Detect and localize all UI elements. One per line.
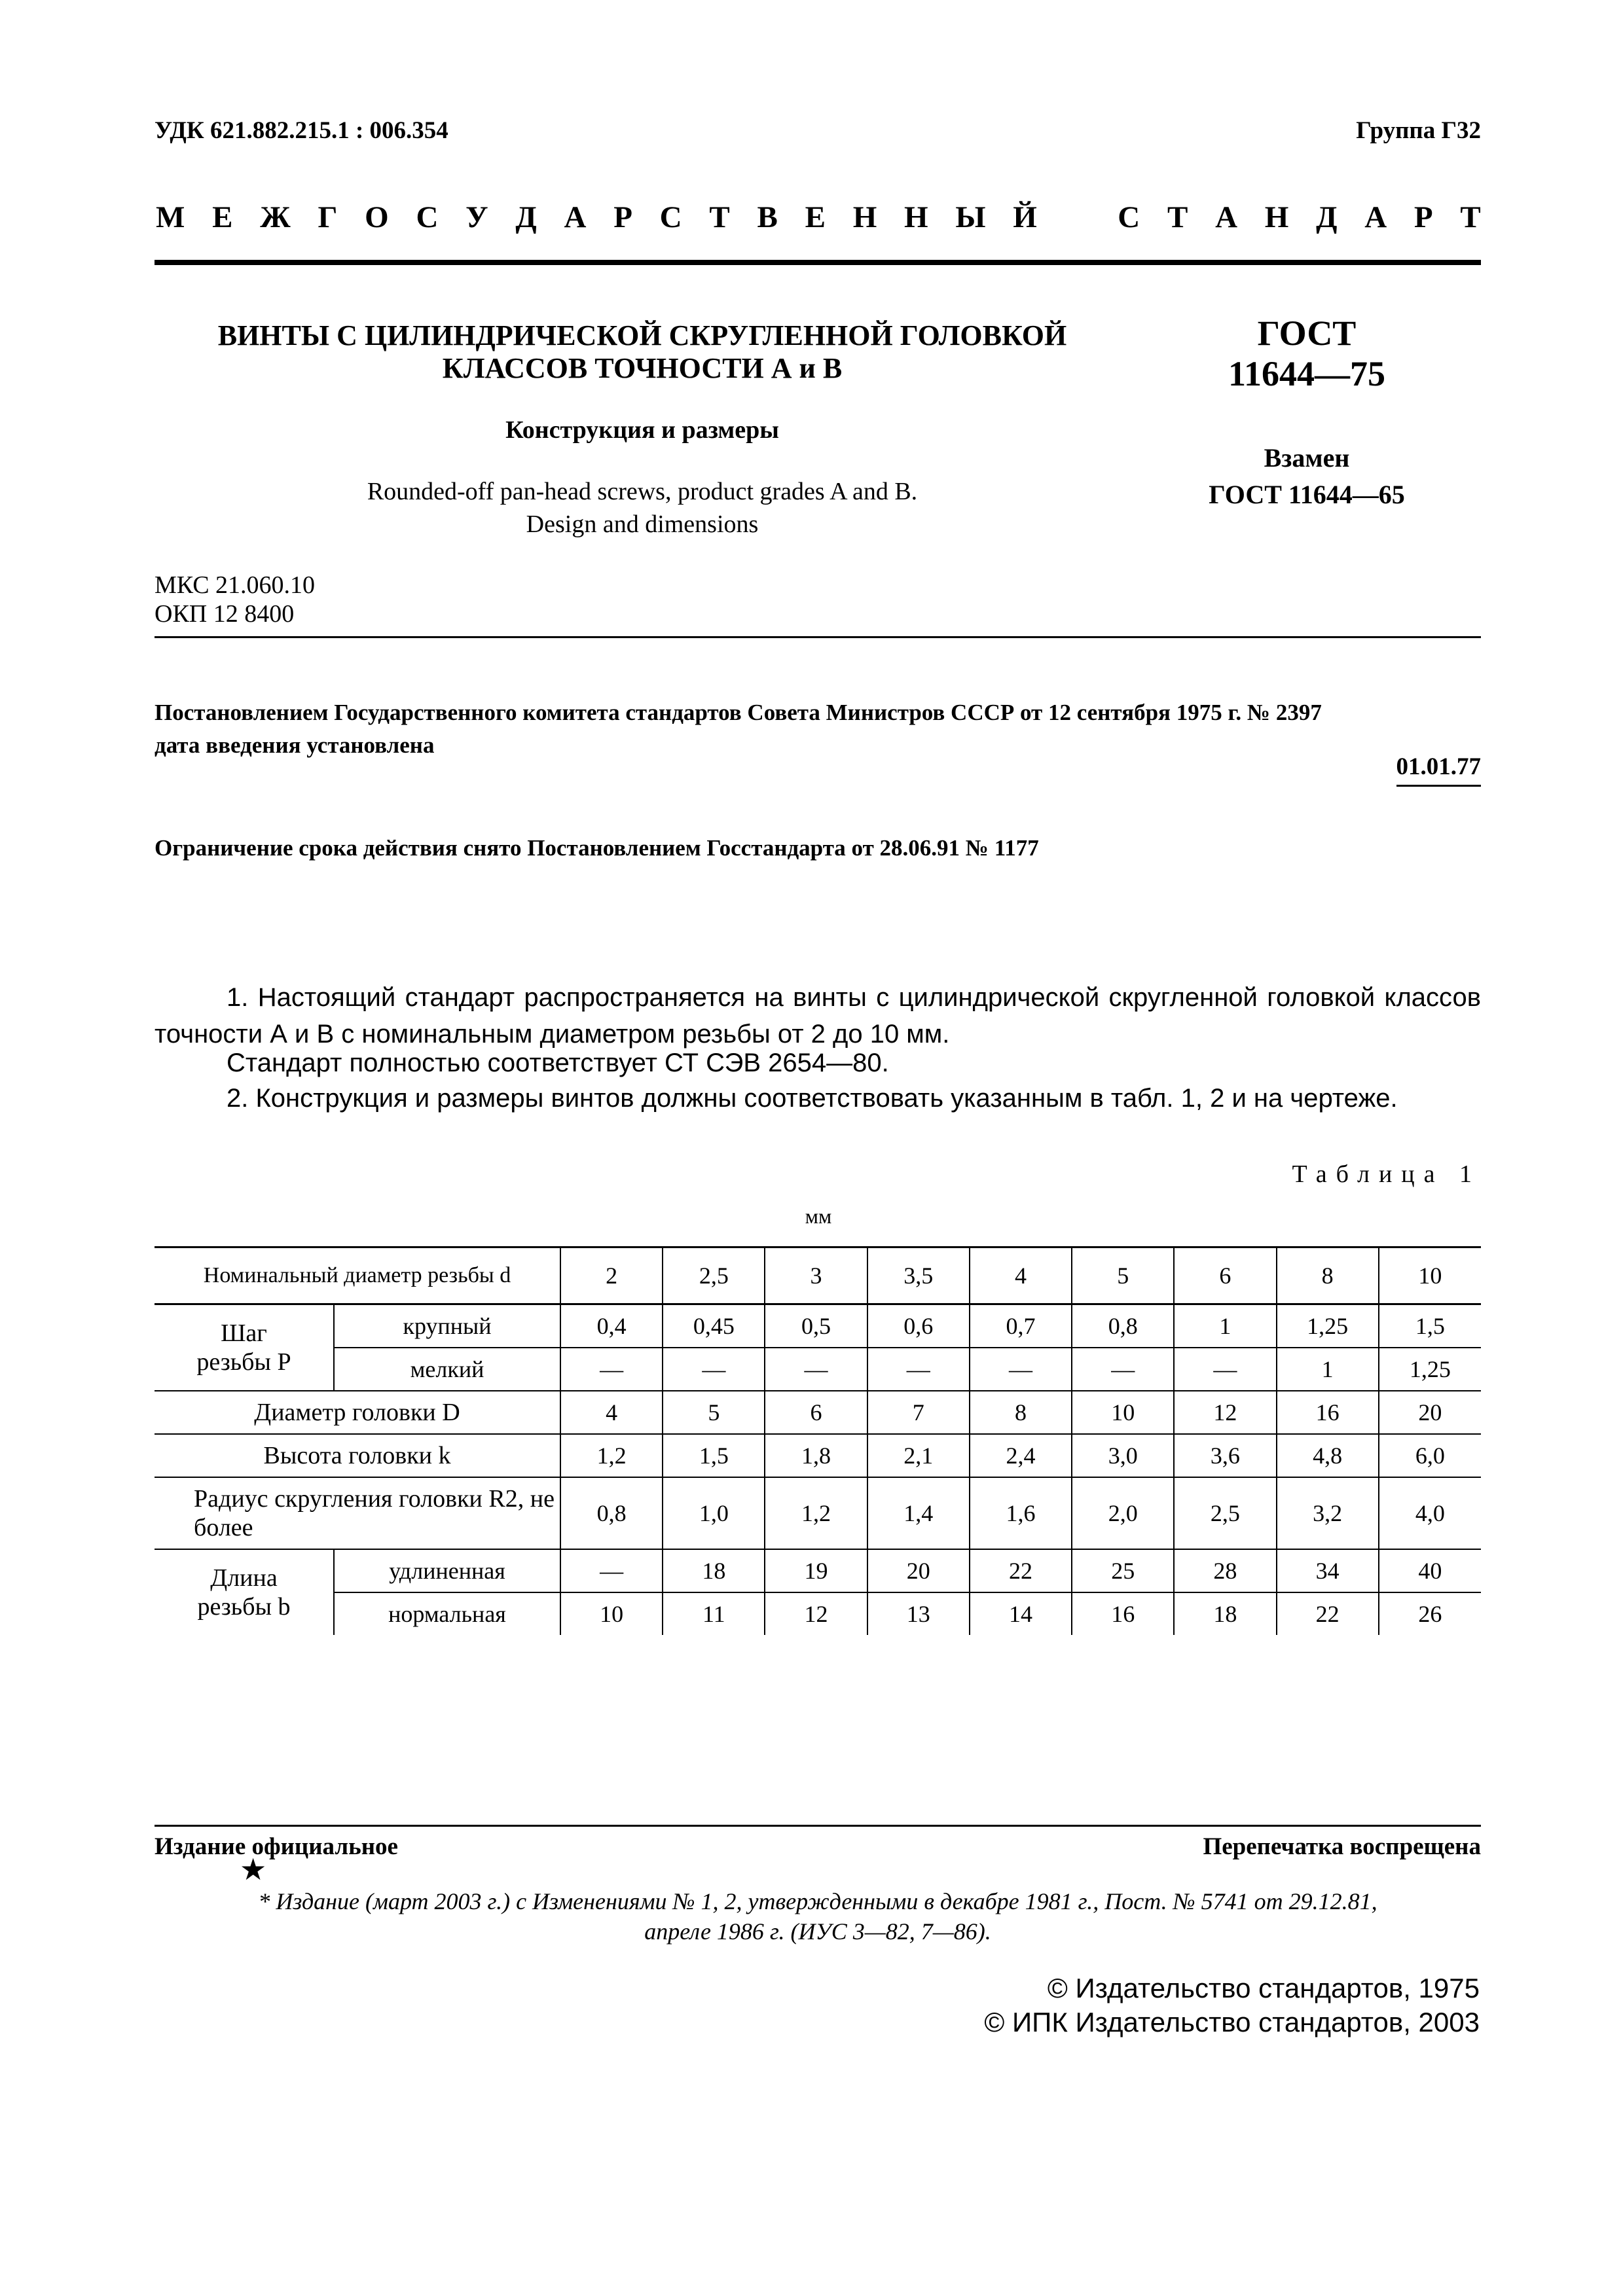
table-cell: 3,6 — [1174, 1434, 1276, 1477]
table-cell: — — [970, 1348, 1072, 1391]
table-cell: 8 — [1277, 1247, 1379, 1304]
heading-letter: О — [365, 200, 389, 234]
table-cell: 14 — [970, 1592, 1072, 1635]
radius-label: Радиус скругления головки R2, не более — [155, 1477, 560, 1549]
table-cell: 22 — [970, 1549, 1072, 1592]
paragraph-2: 2. Конструкция и размеры винтов должны соответствовать указанным в табл. 1, 2 и на чертеже. — [227, 1084, 1398, 1113]
header-rule — [155, 260, 1481, 265]
document-subtitle: Конструкция и размеры — [505, 416, 779, 444]
copyright-1975: © Издательство стандартов, 1975 — [1047, 1973, 1480, 2003]
table-cell: 5 — [663, 1391, 765, 1434]
copyright-2003: © ИПК Издательство стандартов, 2003 — [984, 2007, 1480, 2037]
heading-letter: Н — [904, 200, 928, 234]
mks-code: МКС 21.060.10 — [155, 571, 316, 599]
table-unit: мм — [805, 1204, 832, 1228]
official-edition: Издание официальное — [155, 1833, 398, 1860]
edition-note — [155, 1886, 1481, 1946]
copyright-block — [786, 1971, 1480, 2039]
table-cell: 18 — [663, 1549, 765, 1592]
table-row-thread-normal — [155, 1592, 1481, 1635]
head-diameter-label: Диаметр головки D — [155, 1391, 560, 1434]
table-cell: 1,0 — [663, 1477, 765, 1549]
document-title — [155, 319, 1130, 385]
table-cell: 25 — [1072, 1549, 1174, 1592]
heading-letter: А — [1364, 200, 1387, 234]
classification-codes — [155, 571, 315, 628]
table-cell: 2,4 — [970, 1434, 1072, 1477]
heading-letter: Т — [709, 200, 730, 234]
table-cell: 22 — [1277, 1592, 1379, 1635]
replaces-block — [1152, 440, 1461, 513]
table-cell: 1,5 — [663, 1434, 765, 1477]
heading-letter: Н — [852, 200, 877, 234]
table-cell: 2,5 — [663, 1247, 765, 1304]
heading-letter — [1065, 200, 1091, 235]
table-cell: 3,0 — [1072, 1434, 1174, 1477]
gost-label: ГОСТ — [1257, 314, 1357, 353]
udk-code: УДК 621.882.215.1 : 006.354 — [155, 117, 448, 144]
group-code: Группа Г32 — [1356, 117, 1481, 144]
table-cell: 1,6 — [970, 1477, 1072, 1549]
table-cell: 3,5 — [867, 1247, 970, 1304]
pitch-fine-label: мелкий — [334, 1348, 560, 1391]
table-cell: 28 — [1174, 1549, 1276, 1592]
table-row-pitch-coarse — [155, 1304, 1481, 1348]
table-cell: 1,4 — [867, 1477, 970, 1549]
table-cell: 0,4 — [560, 1304, 663, 1348]
table-cell: 40 — [1379, 1549, 1481, 1592]
title-line-1: ВИНТЫ С ЦИЛИНДРИЧЕСКОЙ СКРУГЛЕННОЙ ГОЛОВКОЙ — [217, 319, 1067, 351]
table-cell: — — [560, 1348, 663, 1391]
paragraph-1-compliance: Стандарт полностью соответствует СТ СЭВ 2654—80. — [227, 1049, 889, 1077]
table-cell: 1,25 — [1379, 1348, 1481, 1391]
heading-letter: Т — [1167, 200, 1188, 234]
heading-letter: Е — [212, 200, 233, 234]
heading-letter: А — [1215, 200, 1238, 234]
decree-line-1: Постановлением Государственного комитета стандартов Совета Министров СССР от 12 сентября 1975 г. № 2397 — [155, 700, 1322, 725]
table-row-head-height — [155, 1434, 1481, 1477]
heading-letter: У — [465, 200, 488, 234]
table-row-radius — [155, 1477, 1481, 1549]
header-label-cell — [155, 1247, 560, 1304]
table-cell: — — [1174, 1348, 1276, 1391]
table-cell: 0,6 — [867, 1304, 970, 1348]
table-cell: 34 — [1277, 1549, 1379, 1592]
table-cell: 20 — [867, 1549, 970, 1592]
table-cell: 26 — [1379, 1592, 1481, 1635]
edition-note-line-1: * Издание (март 2003 г.) с Изменениями № 1, 2, утвержденными в декабре 1981 г., Пост. № 5741 от 29.12.81, — [258, 1888, 1377, 1914]
table-cell: 16 — [1072, 1592, 1174, 1635]
table-cell: 12 — [1174, 1391, 1276, 1434]
heading-letter: Д — [515, 200, 537, 234]
table-cell: — — [663, 1348, 765, 1391]
heading-letter: А — [564, 200, 587, 234]
table-cell: 1 — [1277, 1348, 1379, 1391]
table-cell: 10 — [1379, 1247, 1481, 1304]
table-cell: 6 — [765, 1391, 867, 1434]
english-title — [155, 475, 1130, 541]
table-row-thread-long — [155, 1549, 1481, 1592]
table-cell: 0,8 — [560, 1477, 663, 1549]
table-caption: Таблица 1 — [1292, 1160, 1481, 1188]
table-cell: 1,8 — [765, 1434, 867, 1477]
thread-long-label: удлиненная — [334, 1549, 560, 1592]
heading-letter: Р — [1413, 200, 1433, 234]
table-cell: 0,8 — [1072, 1304, 1174, 1348]
heading-letter: Г — [318, 200, 338, 234]
table-cell: — — [867, 1348, 970, 1391]
heading-letter: Е — [805, 200, 826, 234]
heading-letter: Т — [1460, 200, 1481, 234]
table-cell: 4,8 — [1277, 1434, 1379, 1477]
heading-letter: С — [1118, 200, 1140, 234]
table-1 — [155, 1246, 1481, 1635]
heading-letter: В — [757, 200, 778, 234]
table-cell: 1 — [1174, 1304, 1276, 1348]
table-cell: 13 — [867, 1592, 970, 1635]
replaces-number: ГОСТ 11644—65 — [1209, 480, 1405, 509]
reprint-prohibited: Перепечатка воспрещена — [1203, 1833, 1481, 1860]
table-cell: 4,0 — [1379, 1477, 1481, 1549]
interstate-standard-heading — [156, 200, 1481, 235]
heading-letter: Д — [1316, 200, 1338, 234]
table-cell: 12 — [765, 1592, 867, 1635]
table-cell: 2,1 — [867, 1434, 970, 1477]
table-header-row — [155, 1247, 1481, 1304]
heading-letter: Ж — [260, 200, 291, 234]
table-cell: 4 — [970, 1247, 1072, 1304]
table-cell: 2,0 — [1072, 1477, 1174, 1549]
table-cell: 5 — [1072, 1247, 1174, 1304]
table-cell: 6 — [1174, 1247, 1276, 1304]
limitation-text: Ограничение срока действия снято Постановлением Госстандарта от 28.06.91 № 1177 — [155, 835, 1039, 861]
table-cell: 0,5 — [765, 1304, 867, 1348]
header-label: Номинальный диаметр резьбы d — [203, 1263, 511, 1287]
paragraph-1: 1. Настоящий стандарт распространяется на винты с цилиндрической скругленной головкой классов точности А и В с номинальным диаметром резьбы от 2 до 10 мм. — [155, 983, 1481, 1049]
heading-letter: Й — [1013, 200, 1037, 234]
thread-normal-label: нормальная — [334, 1592, 560, 1635]
heading-letter: Р — [613, 200, 632, 234]
table-row-head-diameter — [155, 1391, 1481, 1434]
table-cell: 0,7 — [970, 1304, 1072, 1348]
english-line-1: Rounded-off pan-head screws, product grades A and B. — [367, 478, 918, 505]
table-cell: 0,45 — [663, 1304, 765, 1348]
table-cell: 19 — [765, 1549, 867, 1592]
heading-letter: С — [659, 200, 682, 234]
table-cell: 2,5 — [1174, 1477, 1276, 1549]
table-cell: 18 — [1174, 1592, 1276, 1635]
table-cell: 10 — [560, 1592, 663, 1635]
table-cell: 3,2 — [1277, 1477, 1379, 1549]
pitch-coarse-label: крупный — [334, 1304, 560, 1348]
table-cell: 1,2 — [560, 1434, 663, 1477]
decree-text — [155, 696, 1490, 762]
table-cell: 1,2 — [765, 1477, 867, 1549]
edition-note-line-2: апреле 1986 г. (ИУС 3—82, 7—86). — [644, 1918, 991, 1945]
head-height-label: Высота головки k — [155, 1434, 560, 1477]
heading-letter: М — [156, 200, 185, 234]
table-cell: 10 — [1072, 1391, 1174, 1434]
table-cell: — — [560, 1549, 663, 1592]
footer-rule — [155, 1825, 1481, 1827]
introduction-date: 01.01.77 — [1396, 753, 1482, 787]
table-cell: 7 — [867, 1391, 970, 1434]
decree-line-2: дата введения установлена — [155, 732, 435, 758]
gost-designation — [1152, 313, 1461, 394]
heading-letter: Н — [1264, 200, 1289, 234]
table-cell: — — [765, 1348, 867, 1391]
replaces-label: Взамен — [1264, 443, 1350, 473]
star-icon: ★ — [240, 1853, 267, 1886]
table-cell: 1,25 — [1277, 1304, 1379, 1348]
gost-number: 11644—75 — [1228, 354, 1386, 393]
table-row-pitch-fine — [155, 1348, 1481, 1391]
title-line-2: КЛАССОВ ТОЧНОСТИ А и В — [442, 352, 843, 384]
heading-letter: С — [416, 200, 439, 234]
english-line-2: Design and dimensions — [526, 511, 759, 538]
table-cell: 11 — [663, 1592, 765, 1635]
table-cell: — — [1072, 1348, 1174, 1391]
table-cell: 8 — [970, 1391, 1072, 1434]
table-cell: 2 — [560, 1247, 663, 1304]
pitch-label: Шаг резьбы P — [155, 1304, 334, 1391]
thread-length-label: Длина резьбы b — [155, 1549, 334, 1635]
heading-letter: Ы — [955, 200, 986, 234]
table-cell: 3 — [765, 1247, 867, 1304]
okp-code: ОКП 12 8400 — [155, 600, 295, 628]
table-cell: 16 — [1277, 1391, 1379, 1434]
title-rule — [155, 636, 1481, 638]
table-cell: 6,0 — [1379, 1434, 1481, 1477]
table-cell: 1,5 — [1379, 1304, 1481, 1348]
table-cell: 20 — [1379, 1391, 1481, 1434]
table-cell: 4 — [560, 1391, 663, 1434]
